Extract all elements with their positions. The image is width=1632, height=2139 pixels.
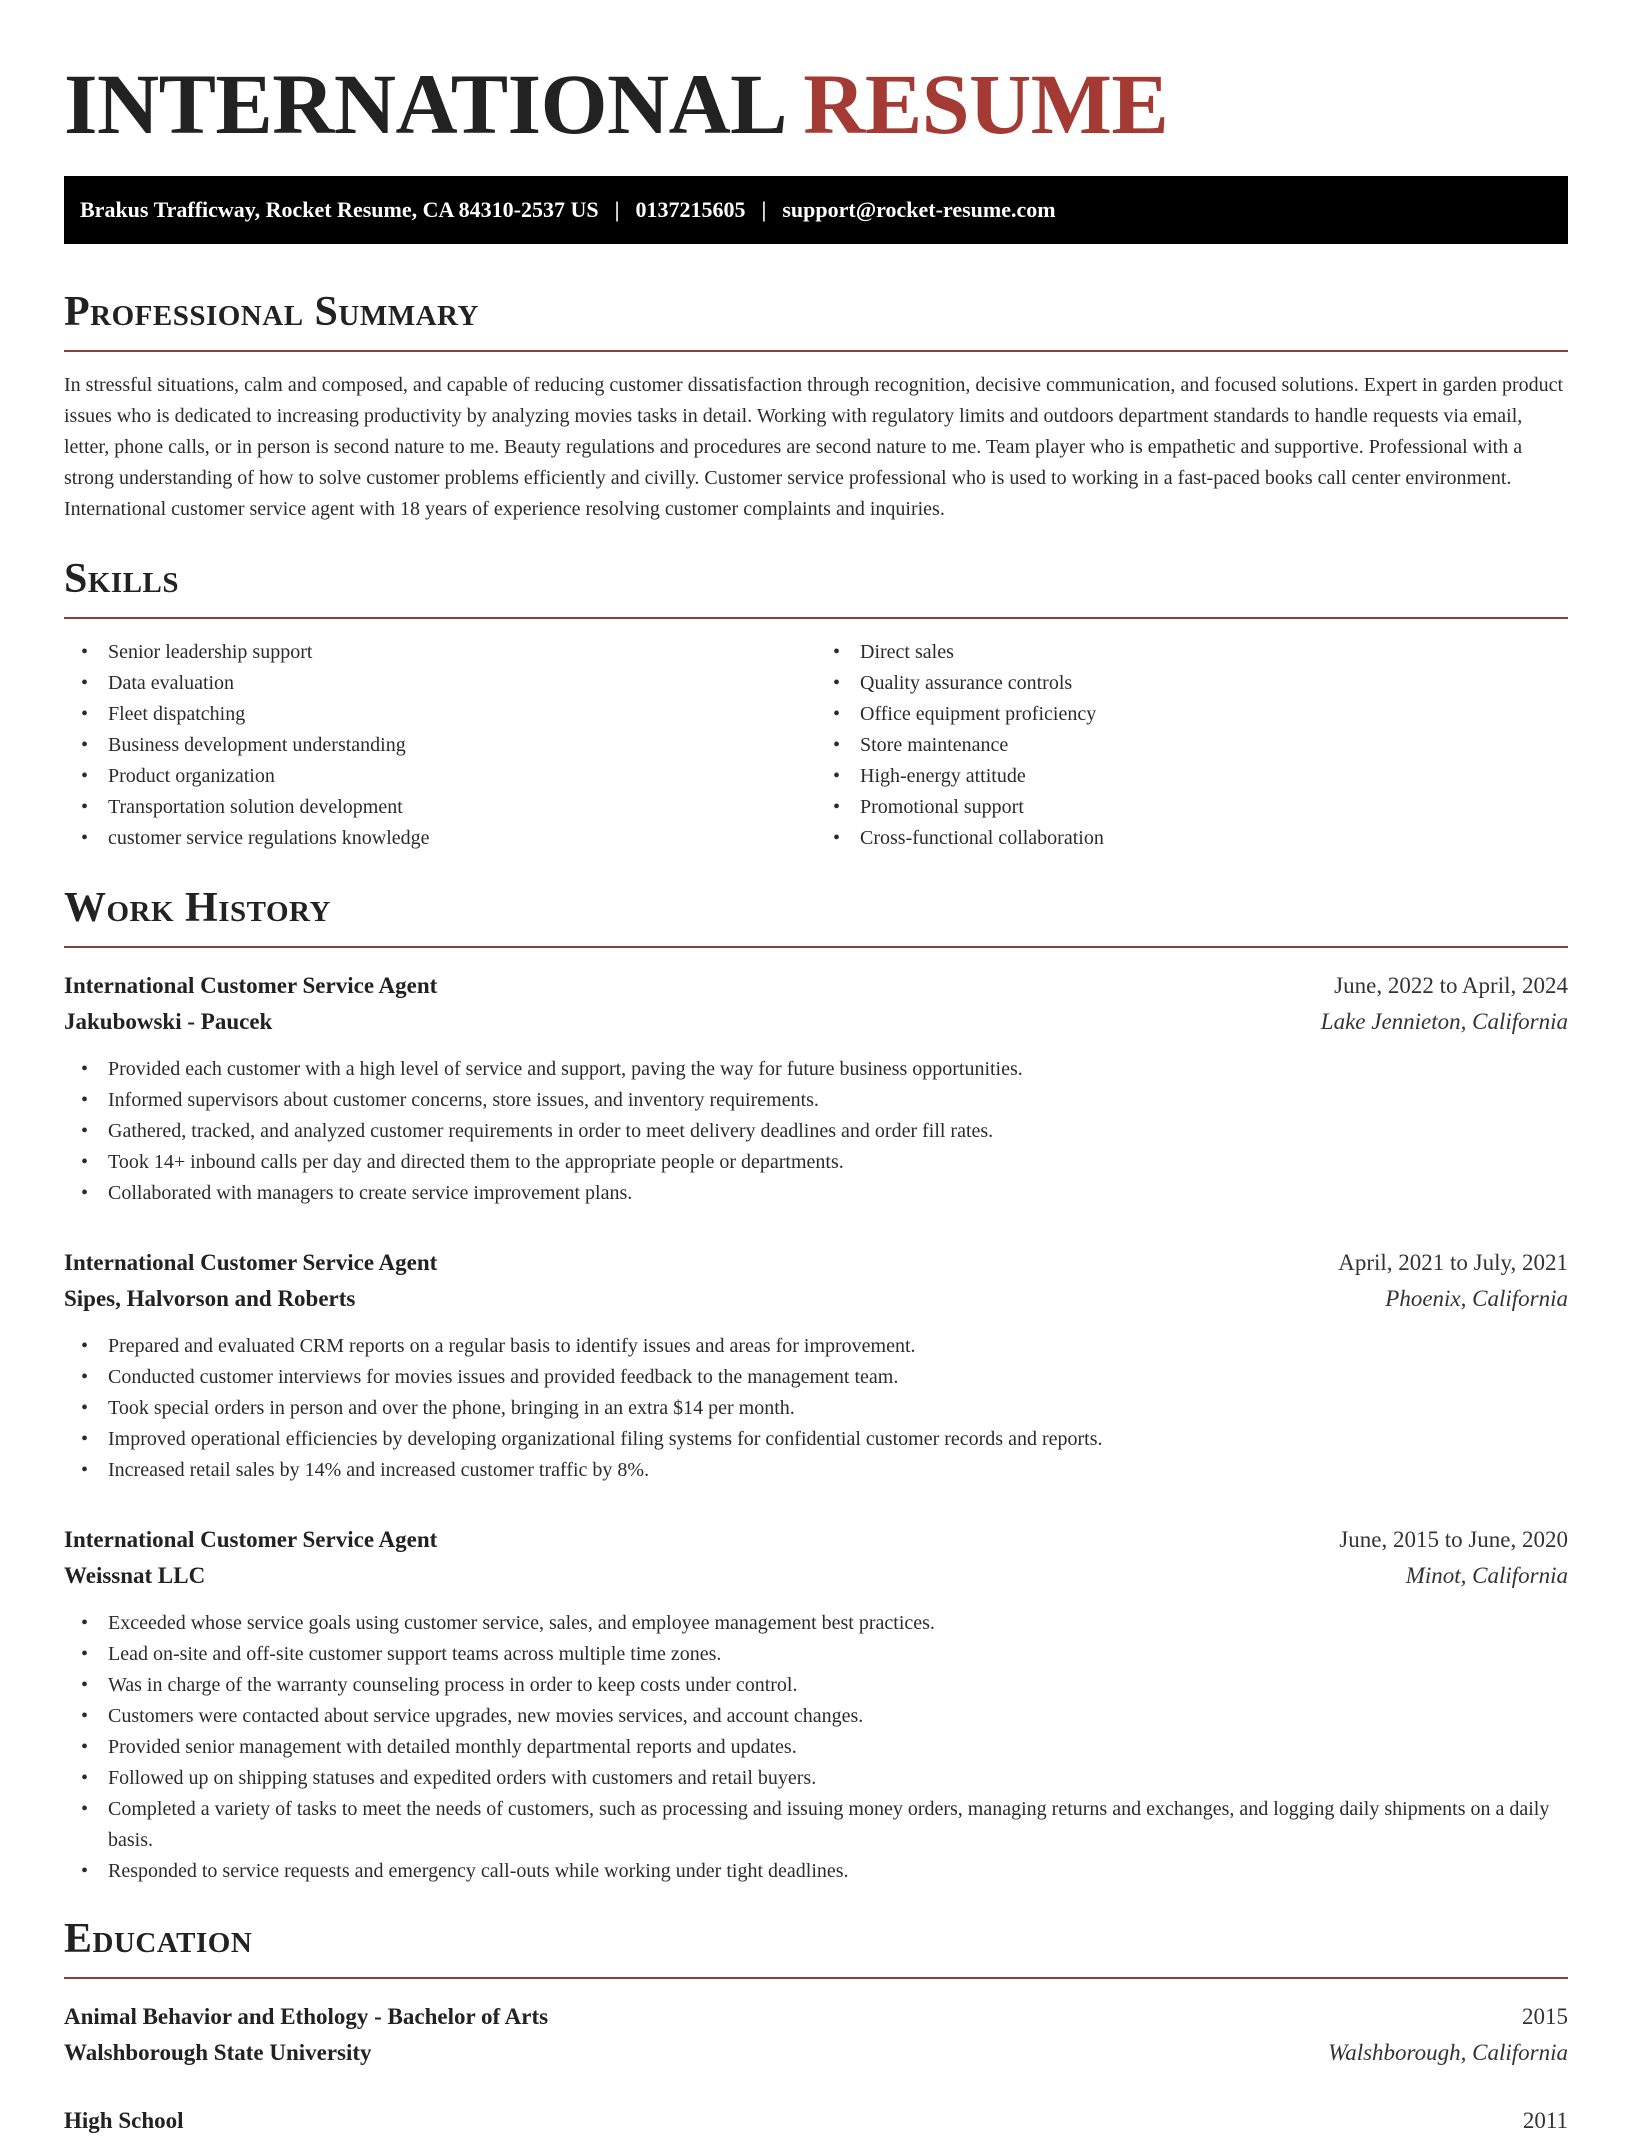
title-accent: RESUME [803,56,1169,152]
contact-address: Brakus Trafficway, Rocket Resume, CA 84310-2537 US [80,197,599,222]
education-entry [64,2103,1568,2139]
work-history-heading: Work History [64,885,331,931]
job-title: International Customer Service Agent [64,1527,438,1552]
skill-item: • Business development understanding [108,730,816,761]
job-entry [64,1245,1568,1486]
contact-bar [64,176,1568,244]
section-divider [64,1977,1568,1979]
contact-email[interactable]: support@rocket-resume.com [782,197,1056,222]
job-bullet: • Conducted customer interviews for movies issues and provided feedback to the management team. [108,1362,1568,1393]
skill-item: • Data evaluation [108,668,816,699]
skill-item: • Direct sales [860,637,1568,668]
job-bullet: • Provided senior management with detailed monthly departmental reports and updates. [108,1732,1568,1763]
skill-item: • customer service regulations knowledge [108,823,816,854]
skill-item: • Transportation solution development [108,792,816,823]
job-bullet: • Improved operational efficiencies by developing organizational filing systems for confidential customer records and reports. [108,1424,1568,1455]
job-bullets [64,1054,1568,1209]
education-degree: Animal Behavior and Ethology - Bachelor of Arts [64,2004,549,2029]
education-degree-row [64,2103,1568,2139]
education-year: 2011 [1522,2108,1568,2133]
skills-list-right [816,637,1568,854]
education-year: 2015 [1522,2004,1568,2029]
job-bullet: • Informed supervisors about customer concerns, store issues, and inventory requirements. [108,1085,1568,1116]
job-header-row [64,968,1568,1004]
job-company-row [64,1558,1568,1594]
contact-separator: | [614,197,620,222]
job-title: International Customer Service Agent [64,973,438,998]
resume-title [64,56,1568,152]
title-primary: INTERNATIONAL [64,56,783,152]
education-heading: Education [64,1916,253,1962]
education-school: Walshborough State University [64,2040,372,2065]
skill-item: • Cross-functional collaboration [860,823,1568,854]
job-bullet: • Responded to service requests and emergency call-outs while working under tight deadlines. [108,1856,1568,1887]
job-header-row [64,1245,1568,1281]
skill-item: • Store maintenance [860,730,1568,761]
job-company: Weissnat LLC [64,1563,206,1588]
job-bullet: • Prepared and evaluated CRM reports on a regular basis to identify issues and areas for improvement. [108,1331,1568,1362]
job-dates: April, 2021 to July, 2021 [1338,1250,1568,1275]
job-bullets [64,1608,1568,1887]
section-divider [64,617,1568,619]
skill-item: • Promotional support [860,792,1568,823]
summary-heading: Professional Summary [64,289,479,335]
education-school-row [64,2035,1568,2071]
job-bullet: • Was in charge of the warranty counseling process in order to keep costs under control. [108,1670,1568,1701]
job-company: Sipes, Halvorson and Roberts [64,1286,356,1311]
job-company-row [64,1004,1568,1040]
job-bullet: • Gathered, tracked, and analyzed customer requirements in order to meet delivery deadlines and order fill rates. [108,1116,1568,1147]
job-bullet: • Took special orders in person and over the phone, bringing in an extra $14 per month. [108,1393,1568,1424]
job-bullet: • Took 14+ inbound calls per day and directed them to the appropriate people or departments. [108,1147,1568,1178]
job-bullet: • Customers were contacted about service upgrades, new movies services, and account changes. [108,1701,1568,1732]
skills-section [64,555,1568,854]
job-entry [64,1522,1568,1887]
job-location: Phoenix, California [1385,1286,1568,1311]
education-section [64,1915,1568,2139]
job-bullet: • Followed up on shipping statuses and expedited orders with customers and retail buyers. [108,1763,1568,1794]
education-degree-row [64,1999,1568,2035]
job-company-row [64,1281,1568,1317]
job-location: Minot, California [1405,1563,1568,1588]
job-dates: June, 2015 to June, 2020 [1339,1527,1568,1552]
job-bullet: • Exceeded whose service goals using customer service, sales, and employee management best practices. [108,1608,1568,1639]
skills-heading: Skills [64,556,180,602]
work-history-section [64,884,1568,1887]
job-entry [64,968,1568,1209]
job-header-row [64,1522,1568,1558]
summary-section [64,288,1568,525]
job-bullet: • Increased retail sales by 14% and increased customer traffic by 8%. [108,1455,1568,1486]
job-bullet: • Completed a variety of tasks to meet the needs of customers, such as processing and issuing money orders, managing returns and exchanges, and logging daily shipments on a daily basis. [108,1794,1568,1856]
summary-text: In stressful situations, calm and composed, and capable of reducing customer dissatisfaction through recognition, decisive communication, and focused solutions. Expert in garden product issues who is dedicated to increasing productivity by analyzing movies tasks in detail. Working with regulatory limits and outdoors department standards to handle requests via email, letter, phone calls, or in person is second nature to me. Beauty regulations and procedures are second nature to me. Team player who is empathetic and supportive. Professional with a strong understanding of how to solve customer problems efficiently and civilly. Customer service professional who is used to working in a fast-paced books call center environment. International customer service agent with 18 years of experience resolving customer complaints and inquiries. [64,374,1564,520]
contact-phone: 0137215605 [635,197,746,222]
job-bullet: • Collaborated with managers to create service improvement plans. [108,1178,1568,1209]
skill-item: • High-energy attitude [860,761,1568,792]
education-location: Walshborough, California [1328,2040,1568,2065]
section-divider [64,946,1568,948]
education-degree: High School [64,2108,184,2133]
section-divider [64,350,1568,352]
job-dates: June, 2022 to April, 2024 [1334,973,1568,998]
skills-list-left [64,637,816,854]
skill-item: • Product organization [108,761,816,792]
contact-separator: | [761,197,767,222]
skill-item: • Senior leadership support [108,637,816,668]
job-title: International Customer Service Agent [64,1250,438,1275]
skill-item: • Fleet dispatching [108,699,816,730]
education-entry [64,1999,1568,2071]
skills-columns [64,637,1568,854]
job-location: Lake Jennieton, California [1320,1009,1568,1034]
skill-item: • Office equipment proficiency [860,699,1568,730]
job-company: Jakubowski - Paucek [64,1009,273,1034]
job-bullet: • Provided each customer with a high level of service and support, paving the way for future business opportunities. [108,1054,1568,1085]
skill-item: • Quality assurance controls [860,668,1568,699]
job-bullet: • Lead on-site and off-site customer support teams across multiple time zones. [108,1639,1568,1670]
job-bullets [64,1331,1568,1486]
